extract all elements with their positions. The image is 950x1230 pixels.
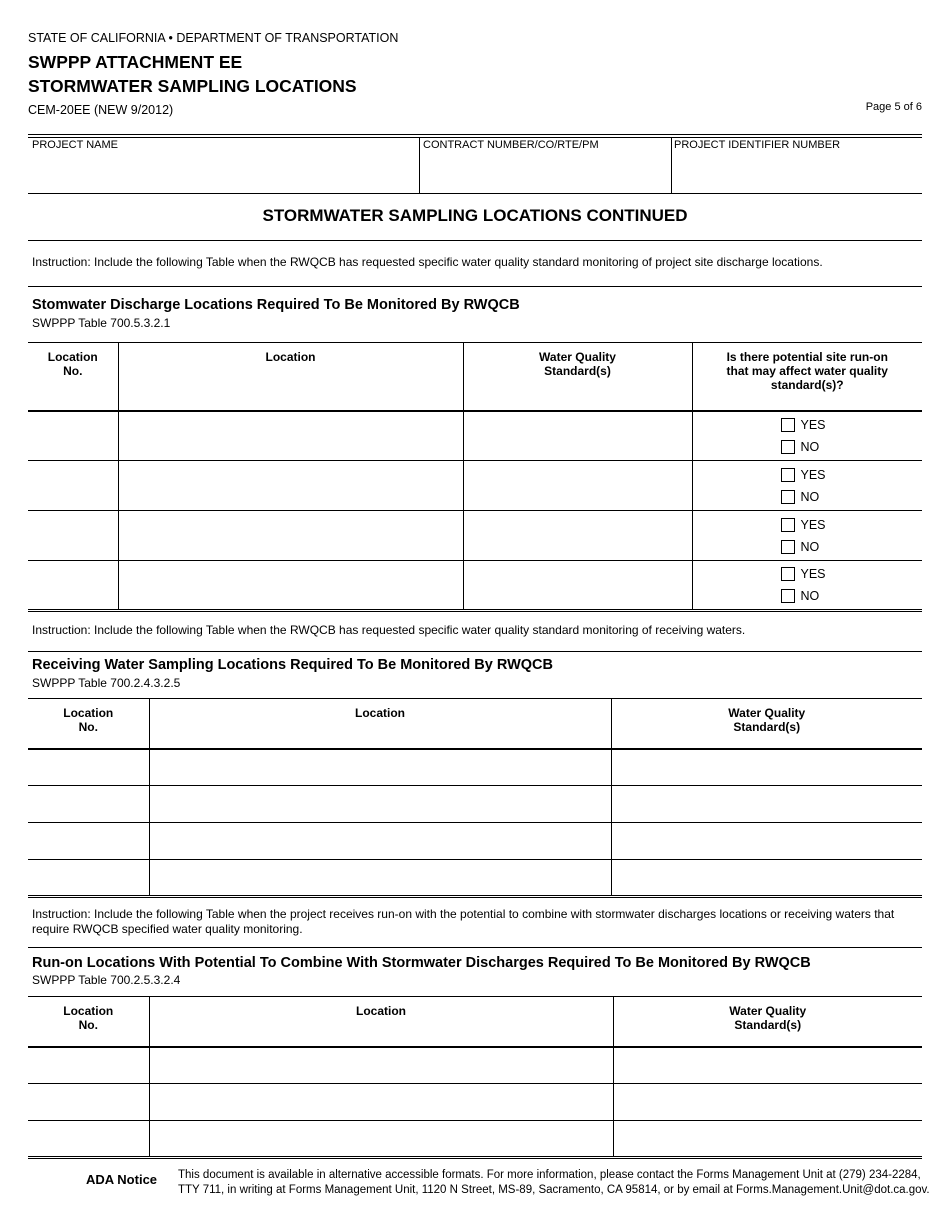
location-no-cell[interactable] [28,1084,149,1121]
yes-label: YES [800,417,826,432]
contract-number-label: CONTRACT NUMBER/CO/RTE/PM [423,139,599,151]
yes-checkbox[interactable] [781,567,795,581]
water-quality-cell[interactable] [611,860,922,897]
table2-rule [28,651,922,652]
yes-label: YES [800,467,826,482]
yes-label: YES [800,517,826,532]
fields-bottom-rule [28,193,922,194]
yes-checkbox[interactable] [781,518,795,532]
table2-title: Receiving Water Sampling Locations Required To Be Monitored By RWQCB [32,657,553,673]
location-no-cell[interactable] [28,411,118,461]
form-number: CEM-20EE (NEW 9/2012) [28,103,174,117]
project-name-label: PROJECT NAME [32,139,118,151]
form-title-line2: STORMWATER SAMPLING LOCATIONS [28,76,357,96]
col-water-quality: Water Quality Standard(s) [613,997,922,1047]
col-water-quality: Water Quality Standard(s) [463,343,692,411]
location-cell[interactable] [118,461,463,511]
water-quality-cell[interactable] [611,749,922,786]
ada-notice-text [178,1168,930,1198]
no-label: NO [800,439,820,454]
location-cell[interactable] [118,411,463,461]
table-row [28,461,922,511]
yes-checkbox[interactable] [781,468,795,482]
table-row [28,786,922,823]
ada-notice-line1: This document is available in alternative accessible formats. For more information, please contact the Forms Management Unit at (279) 234-2284, [178,1169,921,1181]
location-no-cell[interactable] [28,786,149,823]
water-quality-cell[interactable] [463,511,692,561]
table-row [28,1084,922,1121]
run-on-cell [692,461,922,511]
receiving-water-table [28,698,922,898]
col-location-no: Location No. [28,343,118,411]
yes-checkbox[interactable] [781,418,795,432]
discharge-locations-table [28,342,922,612]
no-checkbox[interactable] [781,440,795,454]
location-cell[interactable] [149,823,611,860]
location-no-cell[interactable] [28,749,149,786]
table3-rule [28,947,922,948]
contract-number-field[interactable] [420,152,670,192]
run-on-locations-table [28,996,922,1159]
location-cell[interactable] [149,1121,613,1158]
ada-notice-line2: TTY 711, in writing at Forms Management Unit, 1120 N Street, MS-89, Sacramento, CA 95814, or by email at Forms.Management.Unit@dot.ca.gov. [178,1184,930,1196]
location-cell[interactable] [149,1084,613,1121]
location-no-cell[interactable] [28,461,118,511]
table-row [28,860,922,897]
col-site-run-on: Is there potential site run-on that may affect water quality standard(s)? [692,343,922,411]
table1-rule [28,286,922,287]
location-cell[interactable] [149,749,611,786]
location-cell[interactable] [149,860,611,897]
no-checkbox[interactable] [781,589,795,603]
col-location: Location [149,699,611,749]
ada-notice-label: ADA Notice [86,1172,158,1187]
page-number: Page 5 of 6 [865,101,922,113]
table2-instruction: Instruction: Include the following Table when the RWQCB has requested specific water quality standard monitoring of receiving waters. [32,623,746,637]
table-row [28,511,922,561]
water-quality-cell[interactable] [611,823,922,860]
agency-line: STATE OF CALIFORNIA • DEPARTMENT OF TRANSPORTATION [28,31,399,45]
section-title: STORMWATER SAMPLING LOCATIONS CONTINUED [262,206,688,225]
no-label: NO [800,539,820,554]
run-on-cell [692,561,922,611]
table1-title: Stomwater Discharge Locations Required To Be Monitored By RWQCB [32,297,520,313]
col-location-no: Location No. [28,699,149,749]
project-name-field[interactable] [28,152,418,192]
water-quality-cell[interactable] [611,786,922,823]
table3-instruction: Instruction: Include the following Table when the project receives run-on with the potential to combine with stormwater discharges locations or receiving waters that require RWQCB specified water quality monitoring. [32,907,895,936]
water-quality-cell[interactable] [463,411,692,461]
location-no-cell[interactable] [28,823,149,860]
form-title [28,50,357,98]
table3-title: Run-on Locations With Potential To Combine With Stormwater Discharges Required To Be Monitored By RWQCB [32,955,811,971]
location-no-cell[interactable] [28,561,118,611]
table-row [28,1047,922,1084]
water-quality-cell[interactable] [463,461,692,511]
table1-instruction: Instruction: Include the following Table when the RWQCB has requested specific water quality standard monitoring of project site discharge locations. [32,255,823,269]
no-checkbox[interactable] [781,540,795,554]
table3-subtitle: SWPPP Table 700.2.5.3.2.4 [32,973,181,987]
location-cell[interactable] [149,786,611,823]
table1-subtitle: SWPPP Table 700.5.3.2.1 [32,316,171,330]
no-label: NO [800,589,820,603]
form-title-line1: SWPPP ATTACHMENT EE [28,52,243,72]
col-location-no: Location No. [28,997,149,1047]
col-water-quality: Water Quality Standard(s) [611,699,922,749]
water-quality-cell[interactable] [463,561,692,611]
location-no-cell[interactable] [28,511,118,561]
col-location: Location [118,343,463,411]
table-row [28,1121,922,1158]
header-divider [28,134,922,138]
run-on-cell [692,411,922,461]
location-no-cell[interactable] [28,860,149,897]
project-identifier-field[interactable] [672,152,922,192]
location-cell[interactable] [118,511,463,561]
water-quality-cell[interactable] [613,1047,922,1084]
table-row [28,823,922,860]
yes-label: YES [800,567,826,581]
water-quality-cell[interactable] [613,1121,922,1158]
col-location: Location [149,997,613,1047]
table2-subtitle: SWPPP Table 700.2.4.3.2.5 [32,676,181,690]
no-checkbox[interactable] [781,490,795,504]
table-row [28,411,922,461]
location-cell[interactable] [149,1047,613,1084]
location-no-cell[interactable] [28,1121,149,1158]
table-row [28,561,922,611]
project-identifier-label: PROJECT IDENTIFIER NUMBER [674,139,841,151]
table-row [28,749,922,786]
water-quality-cell[interactable] [613,1084,922,1121]
section-rule [28,240,922,241]
no-label: NO [800,489,820,504]
location-cell[interactable] [118,561,463,611]
run-on-cell [692,511,922,561]
location-no-cell[interactable] [28,1047,149,1084]
